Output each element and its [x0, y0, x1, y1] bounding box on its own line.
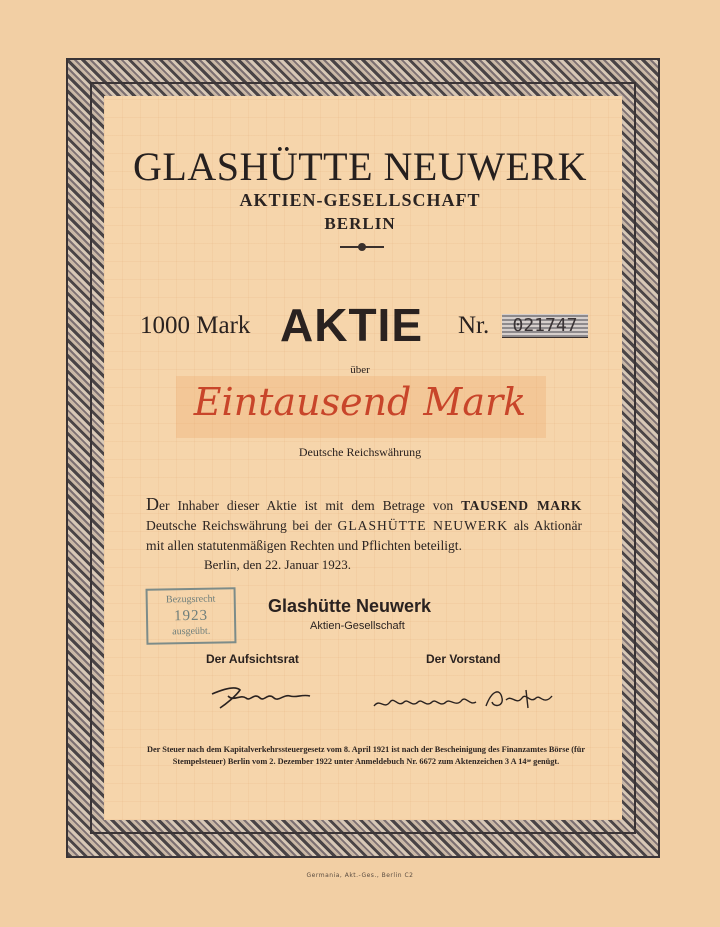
company-type: AKTIEN-GESELLSCHAFT: [239, 190, 481, 210]
stamp-line-3: ausgeübt.: [172, 625, 211, 638]
share-title-line: [140, 298, 600, 351]
body-company: GLASHÜTTE NEUWERK: [337, 518, 509, 533]
stamp-year: 1923: [173, 607, 209, 625]
initial-letter: D: [146, 494, 159, 514]
printer-imprint: Germania, Akt.-Ges., Berlin C2: [306, 872, 414, 879]
signature-board-2: [482, 684, 562, 714]
company-name: GLASHÜTTE NEUWERK: [133, 144, 587, 189]
denomination: 1000 Mark: [140, 312, 251, 339]
certificate-body: [146, 494, 582, 556]
number-label: Nr.: [458, 312, 490, 339]
signature-supervisory: [206, 680, 316, 714]
supervisory-board-label: Der Aufsichtsrat: [206, 652, 299, 666]
body-part-2: Deutsche Reichswährung bei der: [146, 518, 338, 533]
ueber-label: über: [350, 364, 370, 376]
body-part-1: er Inhaber dieser Aktie ist mit dem Betrage von: [159, 498, 462, 513]
tax-notice: Der Steuer nach dem Kapitalverkehrssteuergesetz vom 8. April 1921 ist nach der Bescheinigung des Finanzamtes Börse (für Stempelsteuer) Berlin vom 2. Dezember 1922 unter Anmeldebuch Nr. 6672 zum Aktenzeichen 3 A 14ᵒᵉ genügt.: [146, 745, 586, 766]
share-number: 021747: [502, 314, 588, 338]
signature-board-1: [370, 688, 480, 716]
currency-label: Deutsche Reichswährung: [298, 445, 422, 459]
body-amount: TAUSEND MARK: [461, 498, 582, 513]
signature-company-type: Aktien-Gesellschaft: [310, 620, 405, 632]
issue-date: Berlin, den 22. Januar 1923.: [204, 557, 351, 572]
rights-stamp: [146, 587, 237, 645]
body-part-3: als Aktionär mit allen statutenmäßigen Rechten und Pflichten beteiligt.: [146, 518, 582, 553]
share-title: AKTIE: [280, 299, 423, 351]
management-board-label: Der Vorstand: [426, 652, 501, 666]
stamp-line-1: Bezugsrecht: [165, 593, 216, 606]
ornament-divider: [340, 246, 384, 248]
amount-in-words: Eintausend Mark: [193, 380, 527, 424]
company-city: BERLIN: [324, 214, 396, 233]
signature-company: Glashütte Neuwerk: [268, 596, 432, 616]
